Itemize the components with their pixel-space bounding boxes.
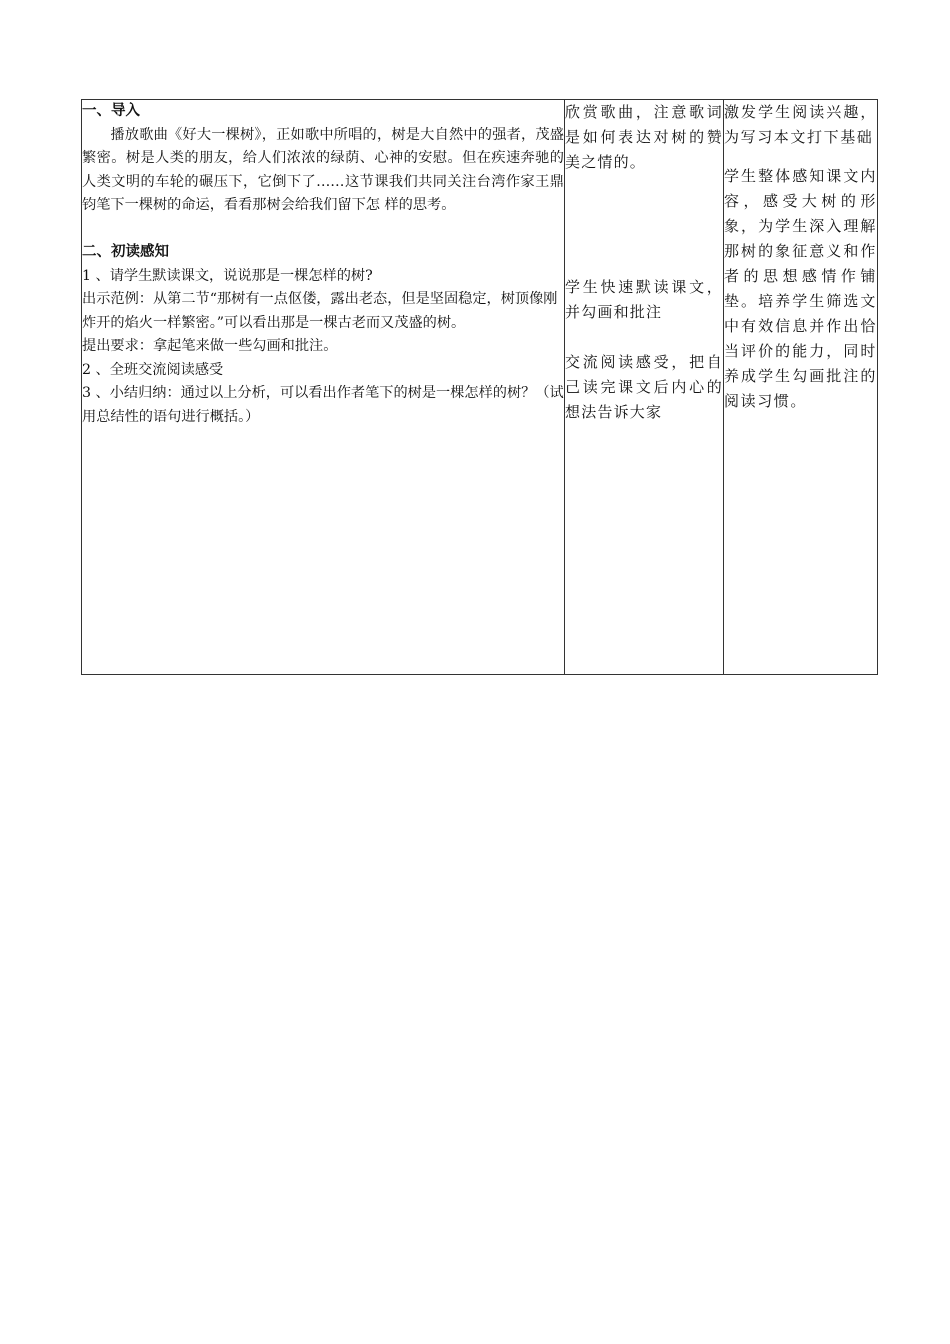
student-activity-text: 学生快速默读课文，并勾画和批注 (565, 278, 723, 321)
teaching-process-cell (82, 100, 565, 675)
spacer (82, 218, 564, 242)
example-line: 出示范例：从第二节“那树有一点伛偻，露出老态，但是坚固稳定，树顶像刚炸开的焰火一样繁密。”可以看出那是一棵古老而又茂盛的树。 (82, 291, 558, 331)
student-activity-cell (565, 100, 724, 675)
design-intent-text: 学生整体感知课文内容，感受大树的形象，为学生深入理解那树的象征意义和作者的思想感情作铺垫。培养学生筛选文中有效信息并作出恰当评价的能力，同时养成学生勾画批注的阅读习惯。 (724, 167, 877, 410)
step-line: 3 、小结归纳：通过以上分析，可以看出作者笔下的树是一棵怎样的树？（试用总结性的语句进行概括。） (82, 385, 564, 425)
section-heading-intro: 一、导入 (82, 103, 140, 119)
design-intent-text: 激发学生阅读兴趣，为写习本文打下基础 (724, 103, 877, 146)
spacer (565, 175, 723, 275)
spacer (565, 325, 723, 350)
step-line: 1 、请学生默读课文，说说那是一棵怎样的树? (82, 267, 373, 284)
student-activity-text: 欣赏歌曲，注意歌词是如何表达对树的赞美之情的。 (565, 103, 723, 171)
table-row (82, 100, 878, 675)
design-intent-cell (724, 100, 878, 675)
requirement-line: 提出要求：拿起笔来做一些勾画和批注。 (82, 338, 338, 354)
spacer (724, 150, 877, 164)
student-activity-text: 交流阅读感受，把自己读完课文后内心的想法告诉大家 (565, 353, 723, 421)
section-heading-first-reading: 二、初读感知 (82, 244, 169, 260)
lesson-plan-table (81, 99, 878, 675)
step-line: 2 、全班交流阅读感受 (82, 361, 224, 378)
intro-paragraph: 播放歌曲《好大一棵树》，正如歌中所唱的，树是大自然中的强者，茂盛繁密。树是人类的朋友，给人们浓浓的绿荫、心神的安慰。但在疾速奔驰的人类文明的车轮的碾压下，它倒下了……这节课我们共同关注台湾作家王鼎钧笔下一棵树的命运，看看那树会给我们留下怎 样的思考。 (82, 126, 564, 213)
